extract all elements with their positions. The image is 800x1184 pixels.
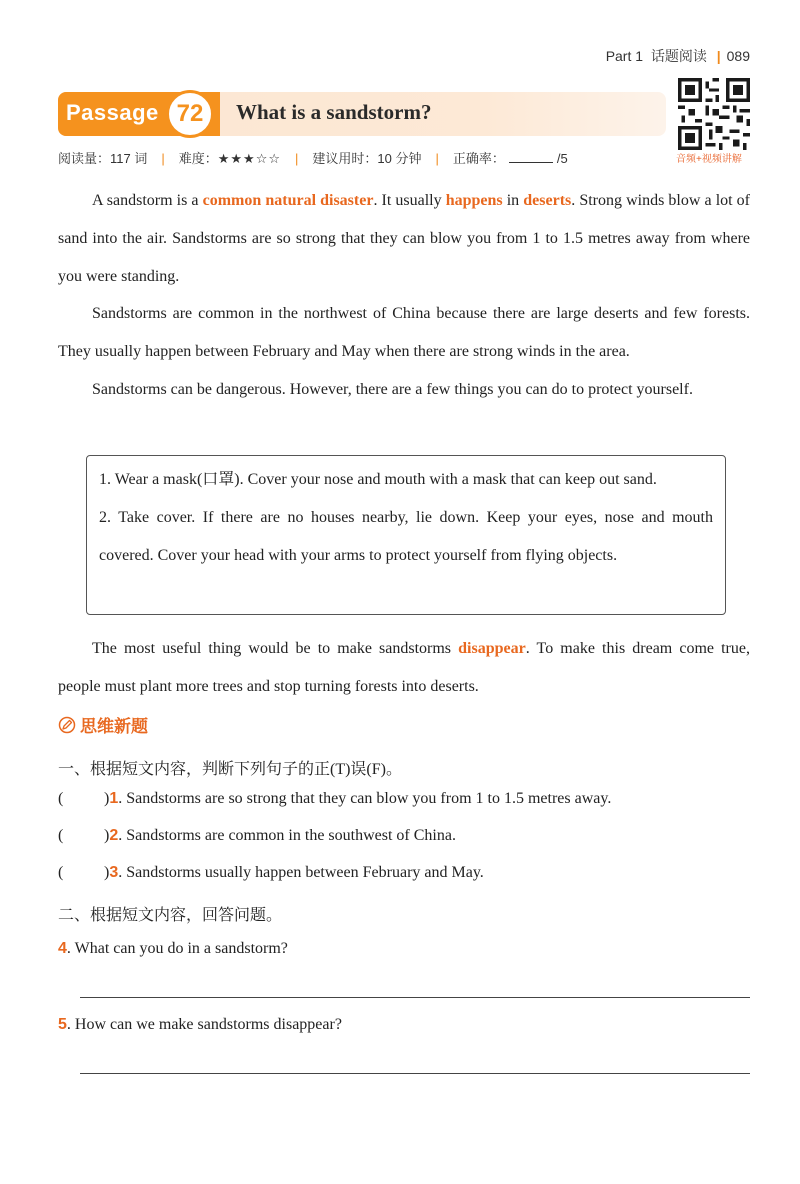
- part-label: Part 1: [605, 48, 644, 64]
- answer-bracket-open[interactable]: (: [58, 864, 64, 881]
- text-run: A sandstorm is a: [92, 192, 203, 209]
- text-run: The most useful thing would be to make sandstorms: [92, 640, 459, 657]
- passage-label: Passage: [66, 100, 159, 125]
- page-number: 089: [726, 48, 750, 64]
- running-head: [606, 46, 750, 66]
- difficulty-stars: ★★★☆☆: [217, 151, 282, 166]
- highlight-term: happens: [445, 192, 503, 209]
- question-number: 5: [58, 1016, 67, 1033]
- highlight-term: common natural disaster: [202, 192, 374, 209]
- paragraph-3: [58, 371, 750, 409]
- paragraph-1: [58, 182, 750, 296]
- tf-question-3: [58, 864, 484, 882]
- section-2-instruction: 二、根据短文内容，回答问题。: [58, 907, 283, 924]
- pencil-icon: [58, 716, 76, 734]
- tip-item: 1. Wear a mask(口罩). Cover your nose and mouth with a mask that can keep out sand.: [99, 471, 657, 488]
- passage-number: 72: [166, 90, 214, 138]
- difficulty-label: 难度：: [178, 151, 218, 166]
- question-text: . Sandstorms are common in the southwest of China.: [118, 827, 456, 844]
- question-text: . Sandstorms are so strong that they can blow you from 1 to 1.5 metres away.: [118, 790, 612, 807]
- exercise-heading-text: 思维新题: [80, 717, 148, 736]
- text-run: Sandstorms are common in the northwest of China because there are large deserts and few forests. They usually happen between February and May when there are strong winds in the area.: [58, 305, 750, 360]
- answer-bracket-close[interactable]: ): [104, 790, 110, 807]
- qr-code-icon[interactable]: [678, 78, 750, 150]
- passage-title: What is a sandstorm?: [236, 100, 432, 124]
- text-run: Sandstorms can be dangerous. However, there are a few things you can do to protect yourself.: [92, 381, 693, 398]
- tf-question-1: [58, 790, 611, 808]
- answer-line-4[interactable]: [80, 997, 750, 998]
- answer-line-5[interactable]: [80, 1073, 750, 1074]
- question-number: 3: [109, 864, 119, 881]
- answer-bracket-close[interactable]: ): [104, 827, 110, 844]
- text-run: . To make this dream come true, people must plant more trees and stop turning forests into deserts.: [58, 640, 750, 695]
- highlight-term: deserts: [523, 192, 572, 209]
- question-text: . How can we make sandstorms disappear?: [66, 1016, 342, 1033]
- question-number: 4: [58, 940, 67, 957]
- question-text: . What can you do in a sandstorm?: [66, 940, 288, 957]
- header-divider: |: [716, 48, 721, 64]
- tf-question-2: [58, 827, 456, 845]
- text-run: in: [502, 192, 524, 209]
- answer-bracket-open[interactable]: (: [58, 827, 64, 844]
- question-number: 1: [109, 790, 119, 807]
- accuracy-total: /5: [556, 151, 568, 166]
- exercise-heading: [58, 712, 148, 737]
- highlight-term: disappear: [458, 640, 526, 657]
- suggested-time: 建议用时：10 分钟: [312, 151, 422, 166]
- word-count: 阅读量：117 词: [58, 151, 148, 166]
- section-label: 话题阅读: [650, 48, 707, 64]
- question-number: 2: [109, 827, 119, 844]
- answer-bracket-open[interactable]: (: [58, 790, 64, 807]
- open-question-5: [58, 1016, 342, 1034]
- question-text: . Sandstorms usually happen between February and May.: [118, 864, 484, 881]
- accuracy-label: 正确率：: [452, 151, 505, 166]
- tip-item: 2. Take cover. If there are no houses nearby, lie down. Keep your eyes, nose and mouth covered. Cover your head with your arms to protect yourself from flying objects.: [99, 509, 713, 564]
- text-run: . Strong winds blow a lot of sand into the air. Sandstorms are so strong that they can blow you from 1 to 1.5 metres away from where you were standing.: [58, 192, 751, 285]
- text-run: . It usually: [373, 192, 446, 209]
- paragraph-4: [58, 630, 750, 706]
- open-question-4: [58, 940, 288, 958]
- accuracy-blank[interactable]: [509, 162, 553, 163]
- answer-bracket-close[interactable]: ): [104, 864, 110, 881]
- section-1-instruction: 一、根据短文内容，判断下列句子的正(T)误(F)。: [58, 761, 402, 778]
- paragraph-2: [58, 295, 750, 371]
- safety-tips-box: [86, 455, 726, 615]
- reading-meta: 阅读量：117 词 | 难度：★★★☆☆ | 建议用时：10 分钟 | 正确率： /5: [58, 151, 568, 166]
- qr-caption: 音频+视频讲解: [676, 154, 742, 165]
